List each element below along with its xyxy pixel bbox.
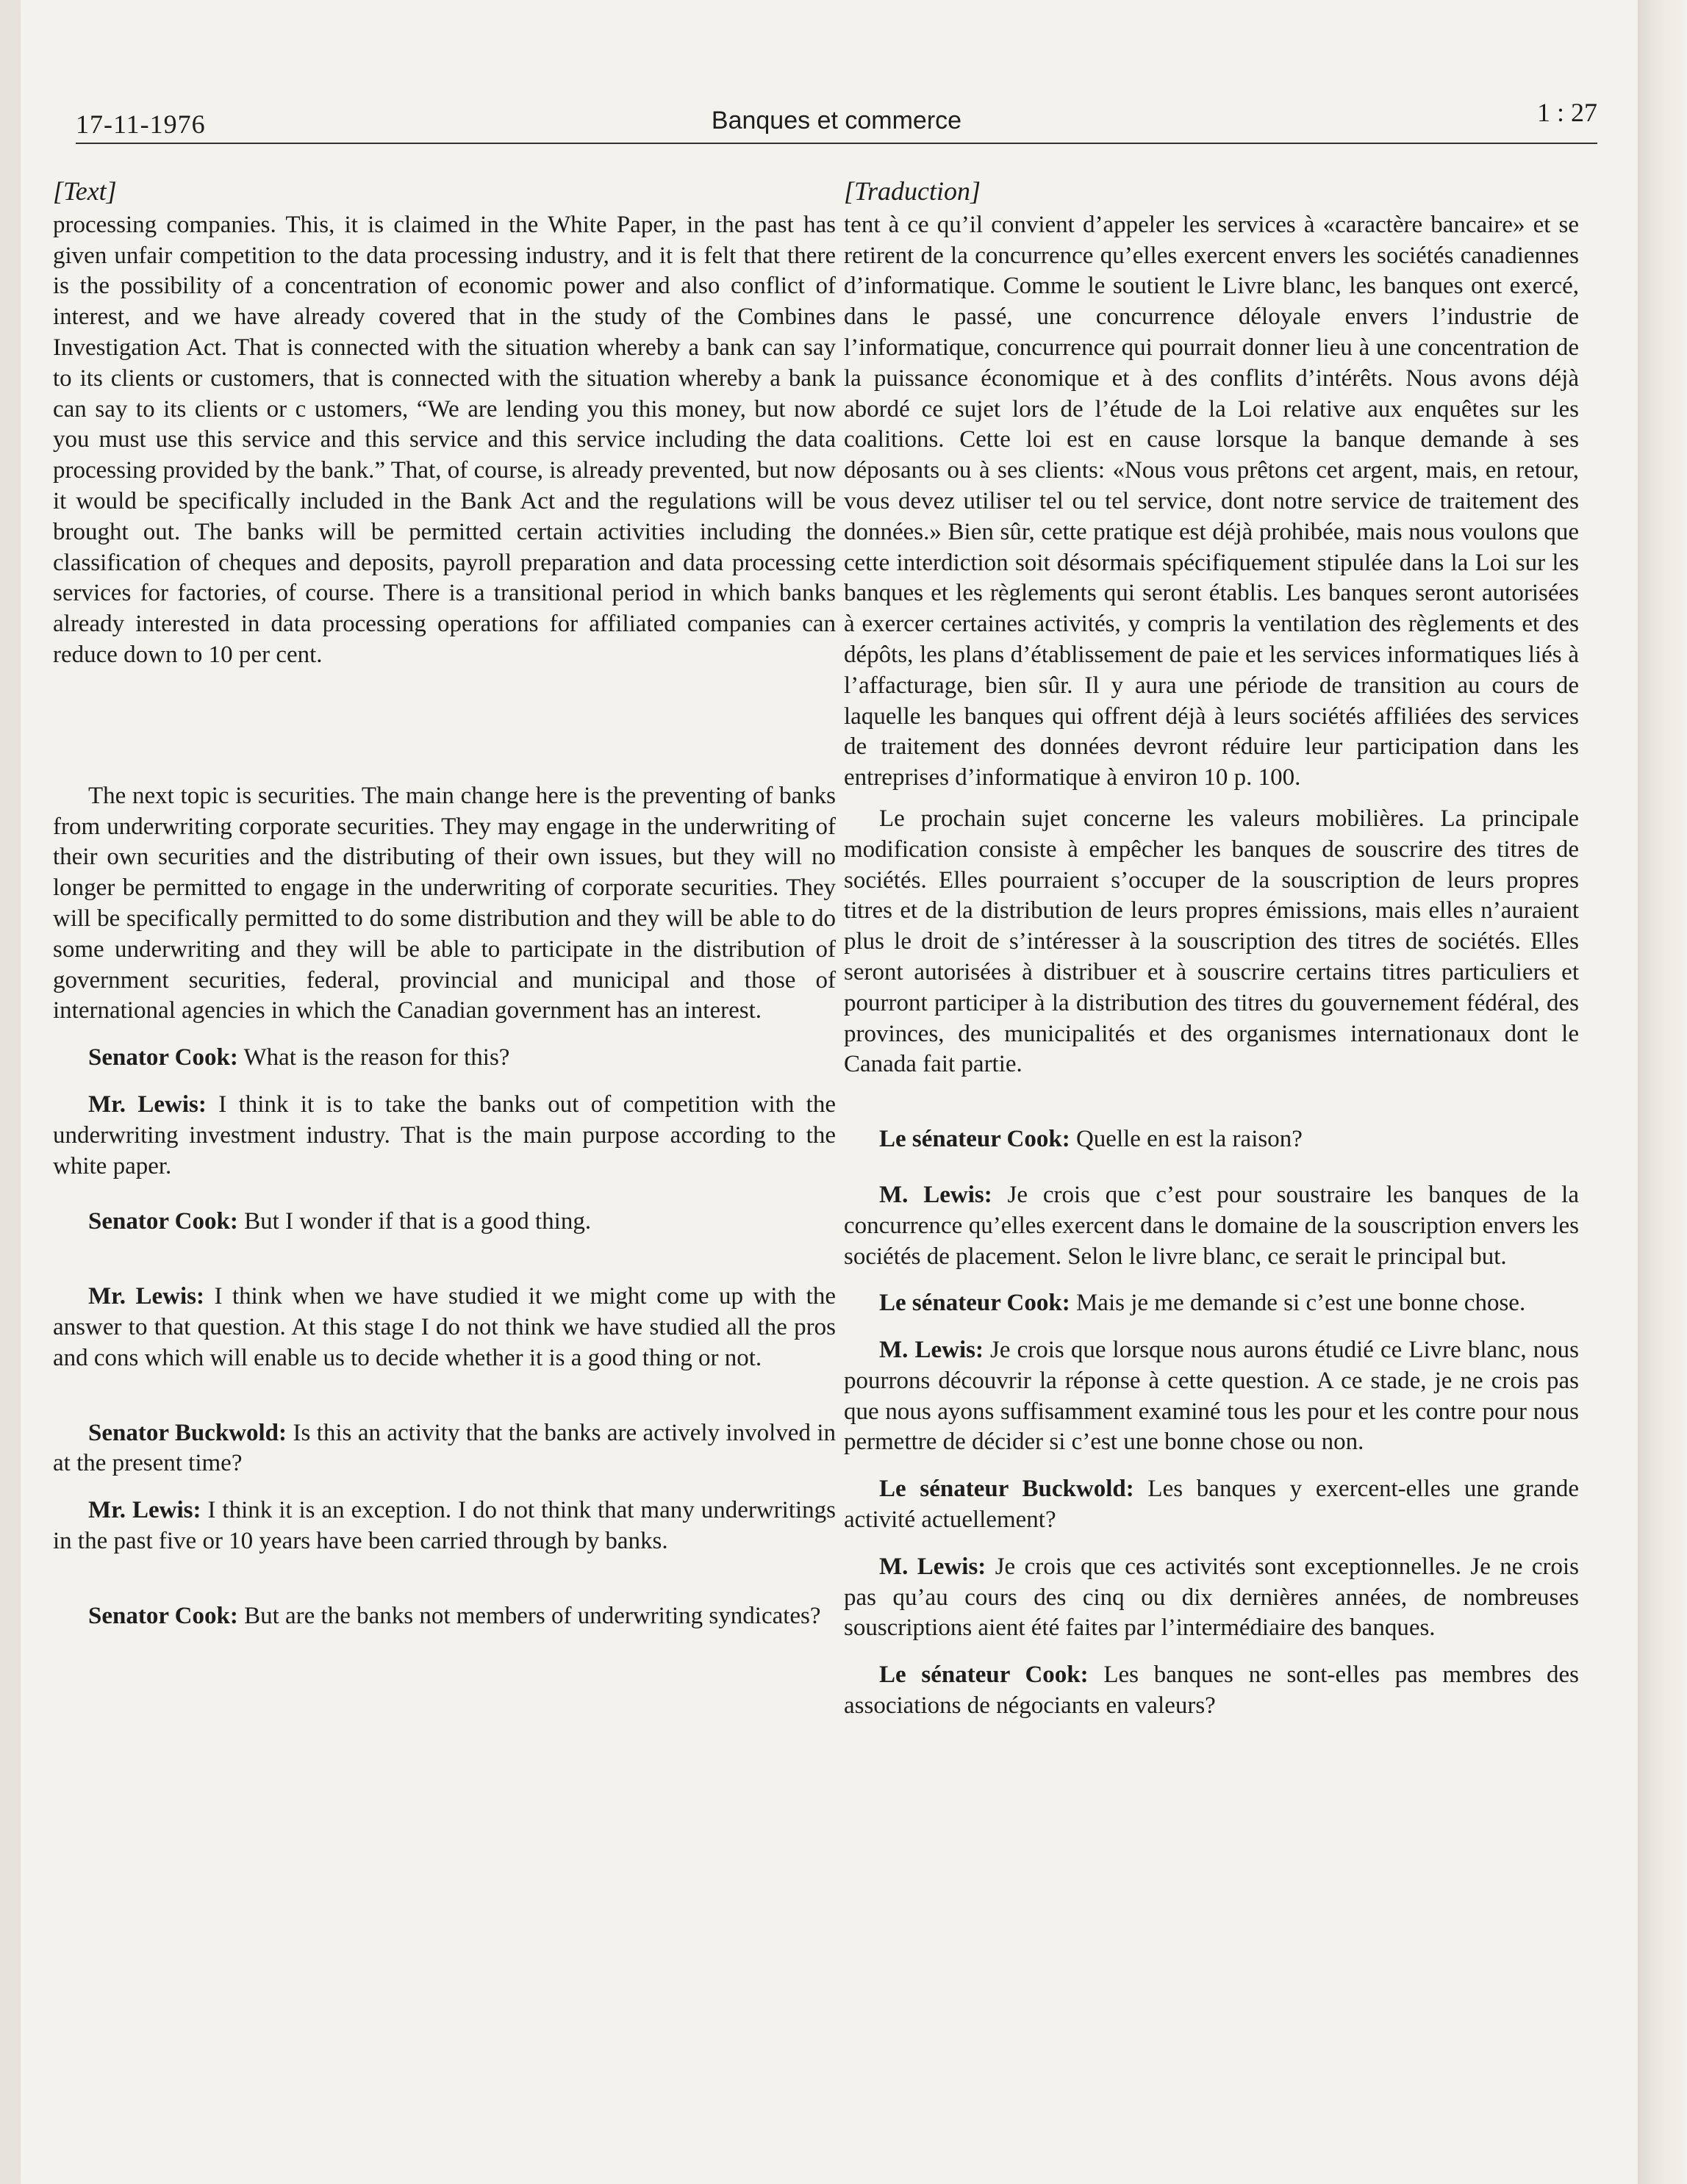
speech: I think it is an exception. I do not think that many underwritings in the past five or 10 years have been carried through by banks. [53,1497,836,1554]
page-edge-shadow [1638,0,1687,2184]
speaker: Le sénateur Buckwold: [879,1476,1134,1503]
header-date: 17-11-1976 [76,109,206,139]
english-label: [Text] [53,176,117,206]
speech: I think when we have studied it we might come up with the answer to that question. At this stage I do not think we have studied all the pros and cons which will enable us to decide whether it is a good thing or not. [53,1283,836,1371]
dialogue-fr-7 [844,1660,1579,1722]
speech: Les banques ne sont-elles pas membres des associations de négociants en valeurs? [844,1662,1579,1720]
dialogue-fr-3 [844,1288,1579,1319]
speech: Je crois que c’est pour soustraire les banques de la concurrence qu’elles exercent dans le domaine de la souscription envers les sociétés de placement. Selon le livre blanc, ce serait le principal but. [844,1181,1579,1270]
speech: Je crois que ces activités sont exceptionnelles. Je ne crois pas qu’au cours des cinq ou dix dernières années, de nombreuses souscriptions aient été faites par l’intermédiaire des banques. [844,1553,1580,1642]
speaker: M. Lewis: [879,1553,986,1580]
dialogue-fr-4 [844,1335,1579,1458]
speech: Is this an activity that the banks are actively involved in at the present time? [53,1419,836,1477]
french-column [844,176,1579,1722]
dialogue-en-5 [53,1418,836,1480]
speech: Les banques y exercent-elles une grande activité actuellement? [844,1476,1579,1534]
dialogue-fr-5 [844,1474,1579,1536]
speaker: Le sénateur Cook: [879,1662,1089,1689]
french-paragraph-1: tent à ce qu’il convient d’appeler les services à «caractère bancaire» et se retirent de la concurrence qu’elles exercent envers les sociétés canadiennes d’informatique. Comme le soutient le Livre blanc, les banques ont exercé, dans le passé, une concurrence déloyale envers l’industrie de l’informatique, concurrence qui pourrait donner lieu à une concentration de la puissance économique et à des conflits d’intérêts. Nous avons déjà abordé ce sujet lors de l’étude de la Loi relative aux enquêtes sur les coalitions. Cette loi est en cause lorsque la banque demande à ses déposants ou à ses clients: «Nous vous prêtons cet argent, mais, en retour, vous devez utiliser tel ou tel service, dont notre service de traitement des données.» Bien sûr, cette pratique est déjà prohibée, mais nous voulons que cette interdiction soit désormais spécifiquement stipulée dans la Loi sur les banques et les règlements qui seront établis. Les banques seront autorisées à exercer certaines activités, y compris la ventilation des règlements et des dépôts, les plans d’établissement de paie et les services informatiques liés à l’affacturage, bien sûr. Il y aura une période de transition au cours de laquelle les banques qui offrent déjà à leurs sociétés affiliées des services de traitement des données devront réduire leur participation dans les entreprises d’informatique à environ 10 p. 100. [844,211,1579,791]
speaker: Mr. Lewis: [88,1283,204,1310]
speaker: Le sénateur Cook: [879,1290,1070,1317]
dialogue-en-1 [53,1043,836,1074]
speaker: Mr. Lewis: [88,1091,207,1118]
dialogue-en-6 [53,1495,836,1557]
speaker: M. Lewis: [879,1337,984,1364]
dialogue-fr-6 [844,1552,1579,1644]
speech: But I wonder if that is a good thing. [237,1208,592,1235]
speaker: Mr. Lewis: [88,1497,201,1524]
english-paragraph-2: The next topic is securities. The main change here is the preventing of banks from underwriting corporate securities. They may engage in the underwriting of their own securities and the distributing of their own issues, but they will no longer be permitted to engage in the underwriting of corporate securities. They will be specifically permitted to do some distribution and they will be able to do some underwriting and they will be able to participate in the distribution of government securities, federal, provincial and municipal and those of international agencies in which the Canadian government has an interest. [53,782,836,1024]
english-column [53,176,836,1631]
dialogue-en-4 [53,1282,836,1373]
dialogue-fr-1 [844,1124,1579,1155]
speech: Mais je me demande si c’est une bonne chose. [1070,1290,1526,1317]
speaker: Senator Cook: [88,1602,238,1629]
header-title: Banques et commerce [711,107,962,134]
speaker: Senator Buckwold: [88,1419,287,1446]
speech: But are the banks not members of underwriting syndicates? [237,1602,821,1629]
header-page-number: 1 : 27 [1536,98,1597,127]
speech: What is the reason for this? [237,1044,510,1071]
speaker: M. Lewis: [879,1181,992,1208]
speech: I think it is to take the banks out of competition with the underwriting investment industry. That is the main purpose according to the white paper. [53,1091,836,1179]
page-header [76,87,1597,144]
speaker: Senator Cook: [88,1208,238,1235]
dialogue-fr-2 [844,1180,1579,1272]
speech: Quelle en est la raison? [1070,1126,1303,1153]
dialogue-en-7 [53,1601,836,1632]
speech: Je crois que lorsque nous aurons étudié ce Livre blanc, nous pourrons découvrir la réponse à cette question. A ce stade, je ne crois pas que nous ayons suffisamment examiné tous les pour et les contre pour nous permettre de décider si c’est une bonne chose ou non. [844,1337,1579,1456]
dialogue-en-2 [53,1090,836,1182]
dialogue-en-3 [53,1207,836,1238]
french-label: [Traduction] [844,176,981,206]
speaker: Le sénateur Cook: [879,1126,1070,1153]
speaker: Senator Cook: [88,1044,238,1071]
english-paragraph-1: processing companies. This, it is claimed in the White Paper, in the past has given unfair competition to the data processing industry, and it is felt that there is the possibility of a concentration of economic power and also conflict of interest, and we have already covered that in the study of the Combines Investigation Act. That is connected with the situation whereby a bank can say to its clients or customers, that is connected with the situation whereby a bank can say to its clients or c ustomers, “We are lending you this money, but now you must use this service and this service and this service including the data processing provided by the bank.” That, of course, is already prevented, but now it would be specifically included in the Bank Act and the regulations will be brought out. The banks will be permitted certain activities including the classification of cheques and deposits, payroll preparation and data processing services for factories, of course. There is a transitional period in which banks already interested in data processing operations for affiliated companies can reduce down to 10 per cent. [53,211,836,668]
french-paragraph-2: Le prochain sujet concerne les valeurs mobilières. La principale modification consiste à empêcher les banques de souscrire des titres de sociétés. Elles pourraient s’occuper de la souscription de leurs propres titres et de la distribution de leurs propres émissions, mais elles n’auraient plus le droit de s’intéresser à la souscription des titres de sociétés. Elles seront autorisées à distribuer et à souscrire certains titres particuliers et pourront participer à la distribution des titres du gouvernement fédéral, des provinces, des municipalités et des organismes internationaux dont le Canada fait partie. [844,805,1579,1078]
